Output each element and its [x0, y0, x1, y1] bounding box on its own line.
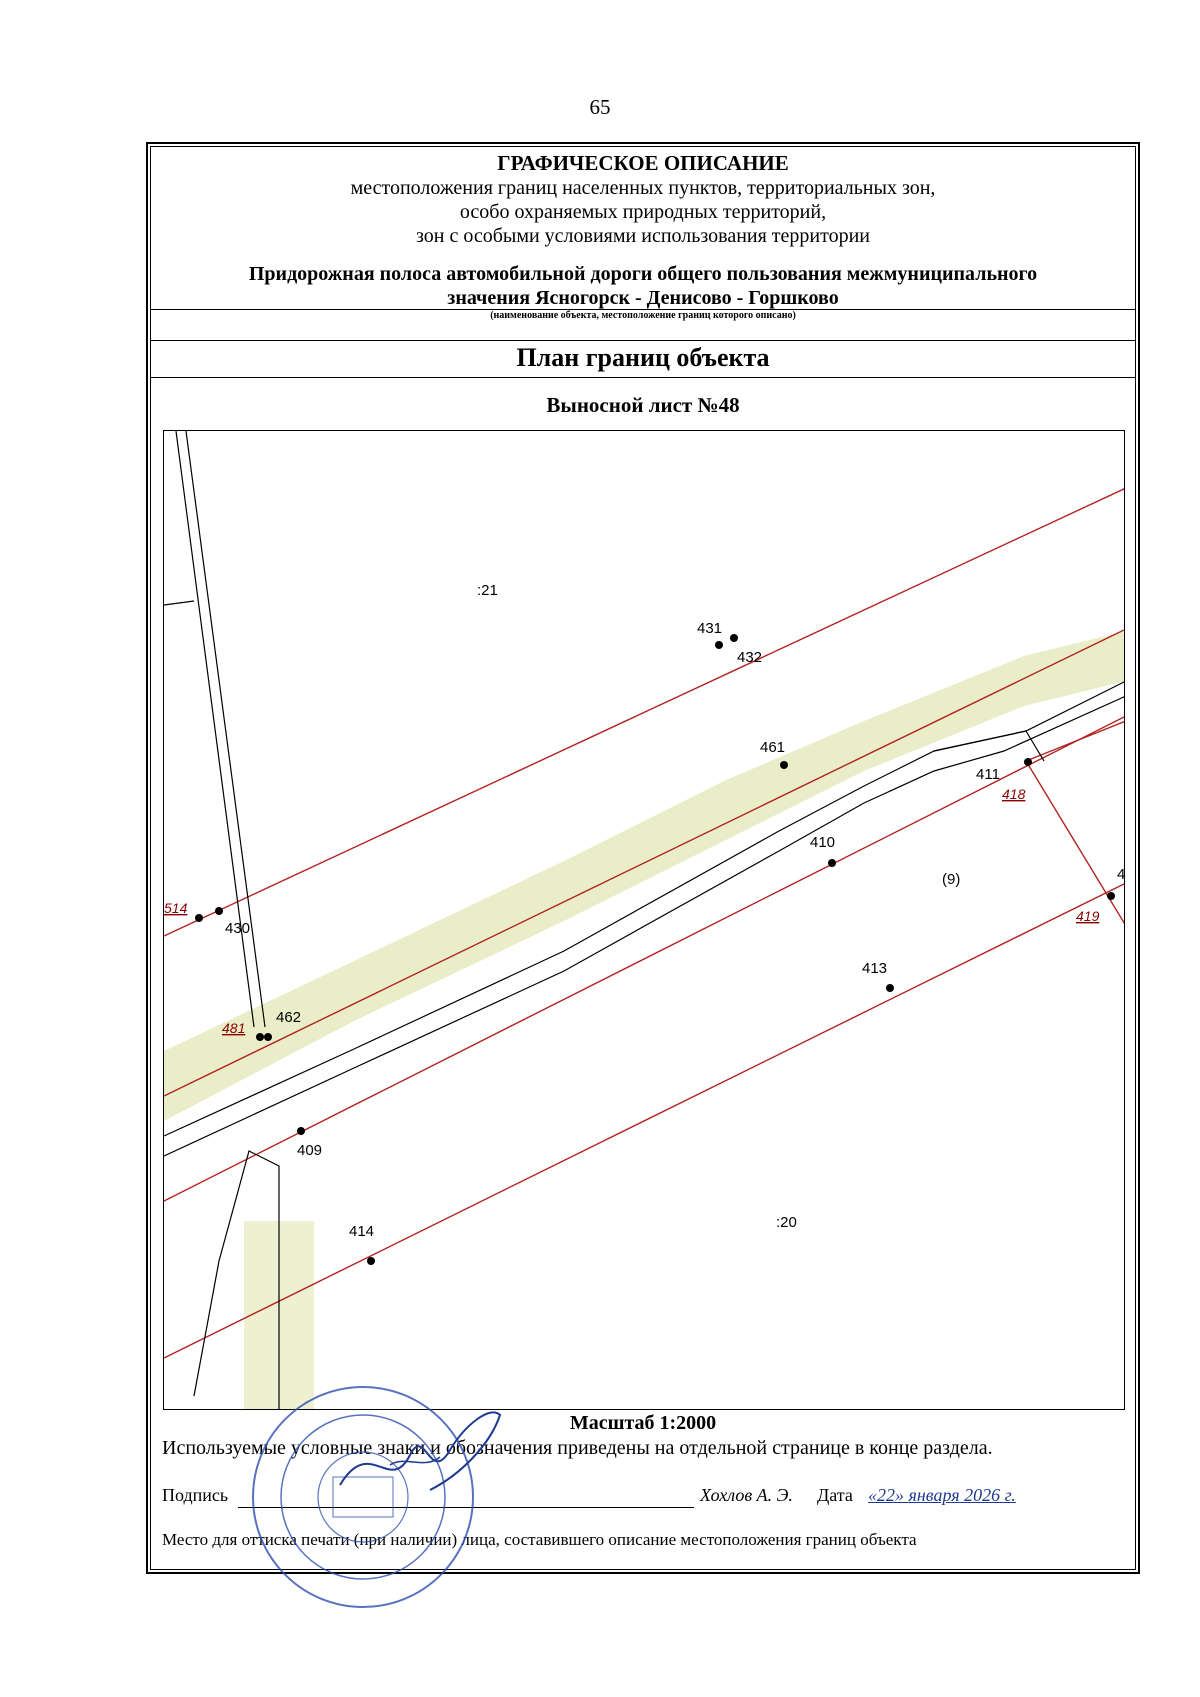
point-marker: [715, 641, 723, 649]
object-name-line-1: Придорожная полоса автомобильной дороги общего пользования межмуниципального: [248, 263, 1038, 285]
handwritten-signature: [330, 1395, 510, 1515]
parcel-label: (9): [942, 871, 961, 888]
object-caption: (наименование объекта, местоположение границ которого описано): [490, 310, 796, 321]
point-label: 413: [862, 960, 888, 977]
point-label: 462: [276, 1009, 302, 1026]
divider: [150, 340, 1136, 341]
point-label: 410: [810, 834, 836, 851]
point-marker: [828, 859, 836, 867]
header-subtitle-line-1: местоположения границ населенных пунктов, территориальных зон,: [350, 177, 936, 199]
point-label: 418: [1002, 786, 1026, 802]
point-label: 432: [737, 649, 763, 666]
point-marker: [886, 984, 894, 992]
point-marker: [780, 761, 788, 769]
point-marker: [297, 1127, 305, 1135]
parcel-label: :21: [477, 582, 498, 599]
object-name-line-2: значения Ясногорск - Денисово - Горшково: [447, 287, 839, 309]
point-label: 514: [164, 900, 188, 916]
signature-date: «22» января 2026 г.: [868, 1485, 1016, 1505]
point-marker: [1107, 892, 1115, 900]
plan-title: План границ объекта: [516, 343, 770, 372]
map-drawing: [164, 431, 1125, 1410]
parcel-label: :20: [776, 1214, 797, 1231]
sheet-title: Выносной лист №48: [546, 393, 740, 417]
seal-note: Место для оттиска печати (при наличии) лица, составившего описание местоположения границ объекта: [162, 1530, 917, 1549]
header-block: [150, 148, 1136, 310]
map-plan: [163, 430, 1125, 1410]
header-subtitle-line-2: особо охраняемых природных территорий,: [459, 201, 827, 223]
map-scale: Масштаб 1:2000: [569, 1412, 717, 1434]
divider: [150, 377, 1136, 378]
point-label: 414: [349, 1223, 375, 1240]
page-number: 65: [589, 95, 611, 119]
point-label: 430: [225, 920, 251, 937]
signer-name: Хохлов А. Э.: [700, 1485, 793, 1505]
point-label: 461: [760, 739, 786, 756]
point-label: 409: [297, 1142, 323, 1159]
legend-note: Используемые условные знаки и обозначения приведены на отдельной странице в конце раздела.: [162, 1437, 993, 1459]
point-label: 419: [1076, 908, 1100, 924]
point-marker: [367, 1257, 375, 1265]
signature-label: Подпись: [162, 1485, 229, 1505]
point-label: 431: [697, 620, 723, 637]
point-marker: [730, 634, 738, 642]
header-subtitle-line-3: зон с особыми условиями использования территории: [415, 225, 871, 247]
road-band: [164, 631, 1125, 1121]
point-marker: [1024, 758, 1032, 766]
point-marker: [215, 907, 223, 915]
point-label: 411: [976, 766, 1000, 783]
point-label: 4: [1117, 866, 1126, 883]
point-label: 481: [222, 1020, 246, 1036]
date-label: Дата: [817, 1485, 853, 1505]
document-title: ГРАФИЧЕСКОЕ ОПИСАНИЕ: [497, 151, 789, 175]
point-marker: [195, 914, 203, 922]
point-marker: [256, 1033, 264, 1041]
boundary-points: [195, 634, 1115, 1265]
point-marker: [264, 1033, 272, 1041]
